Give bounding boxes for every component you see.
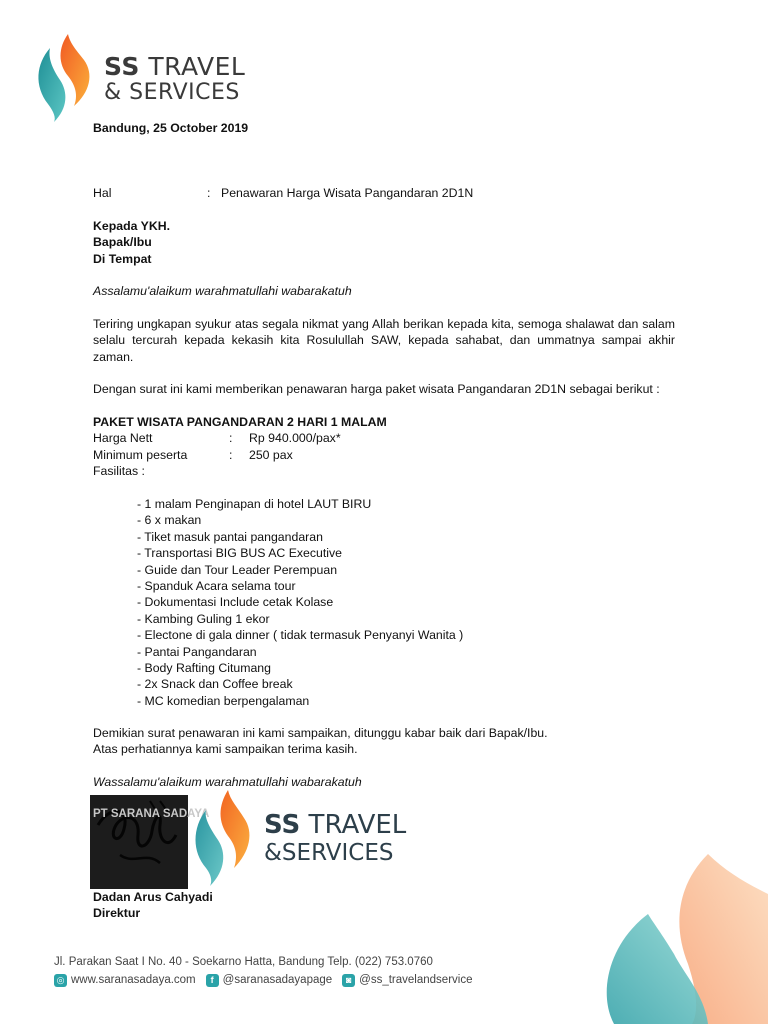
paragraph-intro: Teriring ungkapan syukur atas segala nikmat yang Allah berikan kepada kita, semoga shalawat dan salam selalu tercurah kepada kekasih kita Rosulullah SAW, kepada sahabat, dan ummatnya sampai akhir zaman. — [93, 317, 675, 364]
footer-contacts — [54, 972, 482, 988]
subject-line — [93, 185, 675, 201]
list-item: - 6 x makan — [137, 513, 202, 528]
logo-text-line2: & SERVICES — [104, 80, 240, 105]
list-item: - 1 malam Penginapan di hotel LAUT BIRU — [137, 497, 372, 511]
detail-colon: : — [229, 431, 233, 445]
detail-value: Rp 940.000/pax* — [249, 431, 341, 445]
corner-decoration — [588, 854, 768, 1024]
list-item: - MC komedian berpengalaman — [137, 693, 310, 708]
detail-row-price — [93, 430, 675, 446]
company-stamp — [192, 790, 406, 886]
logo-text-rest: TRAVEL — [139, 52, 246, 81]
flame-logo-icon — [34, 34, 96, 122]
footer-instagram[interactable] — [342, 972, 472, 988]
subject-label: Hal — [93, 186, 112, 200]
detail-value: 250 pax — [249, 448, 293, 462]
list-item: - 2x Snack dan Coffee break — [137, 677, 293, 692]
list-item: - Transportasi BIG BUS AC Executive — [137, 546, 343, 561]
list-item: - Tiket masuk pantai pangandaran — [137, 529, 323, 544]
footer-facebook[interactable] — [206, 972, 333, 988]
instagram-icon: ◙ — [342, 974, 355, 987]
footer-address: Jl. Parakan Saat I No. 40 - Soekarno Hatta, Bandung Telp. (022) 753.0760 — [54, 956, 433, 968]
detail-row-minimum — [93, 447, 675, 463]
stamp-text-bold: SS — [264, 810, 301, 840]
recipient-line: Kepada YKH. — [93, 219, 170, 233]
stamp-text-rest: TRAVEL — [300, 810, 407, 840]
recipient-block — [93, 218, 675, 267]
greeting: Assalamu'alaikum warahmatullahi wabarakatuh — [93, 284, 352, 298]
farewell: Wassalamu'alaikum warahmatullahi wabarakatuh — [93, 775, 362, 789]
place-date: Bandung, 25 October 2019 — [93, 121, 249, 135]
facebook-icon: f — [206, 974, 219, 987]
list-item: - Body Rafting Citumang — [137, 660, 271, 675]
recipient-line: Bapak/Ibu — [93, 235, 152, 250]
closing-line: Atas perhatiannya kami sampaikan terima kasih. — [93, 742, 358, 756]
footer-website[interactable] — [54, 972, 196, 988]
detail-colon: : — [229, 448, 233, 462]
globe-icon: ◎ — [54, 974, 67, 987]
facilities-label: Fasilitas : — [93, 464, 145, 478]
closing-line: Demikian surat penawaran ini kami sampaikan, ditunggu kabar baik dari Bapak/Ibu. — [93, 726, 548, 740]
subject-colon: : — [207, 186, 211, 200]
signer-name: Dadan Arus Cahyadi — [93, 890, 213, 904]
list-item: - Dokumentasi Include cetak Kolase — [137, 595, 334, 610]
stamp-text-line2: &SERVICES — [264, 840, 394, 866]
company-logo — [34, 34, 245, 122]
package-title: PAKET WISATA PANGANDARAN 2 HARI 1 MALAM — [93, 415, 387, 429]
signer-title: Direktur — [93, 906, 141, 920]
flame-logo-icon — [192, 790, 254, 886]
list-item: - Kambing Guling 1 ekor — [137, 611, 270, 626]
facebook-text: @saranasadayapage — [222, 974, 333, 986]
detail-label: Minimum peserta — [93, 448, 188, 462]
facilities-list — [137, 496, 463, 709]
company-name: PT SARANA SADAYA — [93, 808, 210, 820]
detail-label: Harga Nett — [93, 431, 153, 445]
list-item: - Guide dan Tour Leader Perempuan — [137, 562, 338, 577]
subject-value: Penawaran Harga Wisata Pangandaran 2D1N — [221, 186, 474, 200]
list-item: - Spanduk Acara selama tour — [137, 578, 296, 593]
list-item: - Electone di gala dinner ( tidak termasuk Penyanyi Wanita ) — [137, 628, 464, 643]
recipient-line: Di Tempat — [93, 251, 152, 266]
list-item: - Pantai Pangandaran — [137, 644, 257, 659]
logo-text-bold: SS — [104, 52, 140, 81]
instagram-text: @ss_travelandservice — [359, 974, 473, 986]
paragraph-offer: Dengan surat ini kami memberikan penawaran harga paket wisata Pangandaran 2D1N sebagai berikut : — [93, 382, 660, 396]
website-text: www.saranasadaya.com — [71, 974, 196, 986]
